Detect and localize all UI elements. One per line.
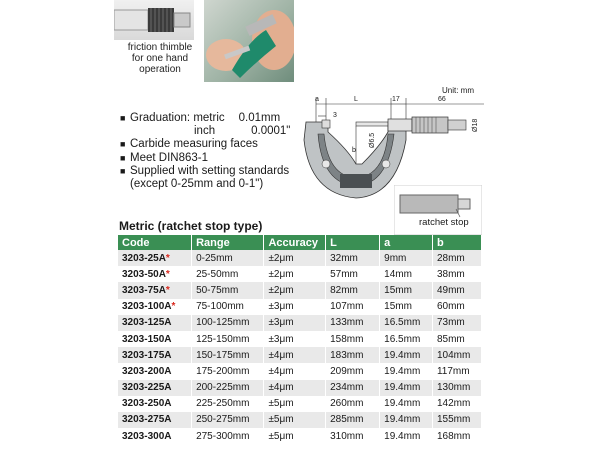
- cell-l: 310mm: [326, 428, 380, 444]
- cell-b: 60mm: [432, 299, 481, 315]
- dim-17: 17: [392, 96, 400, 103]
- cell-a: 19.4mm: [380, 347, 433, 363]
- table-row: [118, 315, 482, 331]
- hand-operation-photo: [204, 0, 294, 82]
- cell-l: 82mm: [326, 282, 380, 298]
- spec-note: (except 0-25mm and 0-1"): [130, 178, 264, 191]
- table-title: Metric (ratchet stop type): [119, 219, 263, 233]
- cell-l: 234mm: [326, 380, 380, 396]
- table-row: [118, 250, 482, 266]
- cell-range: 25-50mm: [192, 266, 264, 282]
- table-header-row: [118, 235, 482, 250]
- spec-item: ■ Supplied with setting standards: [120, 164, 290, 177]
- cell-accuracy: ±2μm: [264, 250, 326, 266]
- specifications-list: [120, 112, 290, 191]
- cell-code: 3203-25A*: [118, 250, 192, 266]
- cell-code: 3203-250A: [118, 396, 192, 412]
- dim-l: L: [354, 96, 358, 103]
- cell-range: 75-100mm: [192, 299, 264, 315]
- cell-b: 38mm: [432, 266, 481, 282]
- unit-label: Unit: mm: [442, 86, 474, 95]
- cell-code: 3203-100A*: [118, 299, 192, 315]
- spec-graduation-metric: ■ Graduation: metric 0.01mm: [120, 112, 281, 124]
- friction-thimble-image: [114, 0, 194, 40]
- cell-range: 225-250mm: [192, 396, 264, 412]
- cell-a: 9mm: [380, 250, 433, 266]
- cell-range: 100-125mm: [192, 315, 264, 331]
- cell-l: 260mm: [326, 396, 380, 412]
- dim-phi-18: Ø18: [472, 118, 479, 132]
- cell-a: 19.4mm: [380, 363, 433, 379]
- ratchet-stop-label: ratchet stop: [419, 217, 469, 228]
- dim-66: 66: [438, 96, 446, 103]
- cell-a: 16.5mm: [380, 315, 433, 331]
- cell-accuracy: ±2μm: [264, 266, 326, 282]
- table-row: [118, 266, 482, 282]
- table-row: [118, 380, 482, 396]
- cell-code: 3203-275A: [118, 412, 192, 428]
- cell-b: 28mm: [432, 250, 481, 266]
- col-header-l: L: [326, 235, 380, 250]
- cell-l: 57mm: [326, 266, 380, 282]
- cell-b: 142mm: [432, 396, 481, 412]
- cell-l: 209mm: [326, 363, 380, 379]
- cell-accuracy: ±3μm: [264, 315, 326, 331]
- dim-3: 3: [333, 112, 337, 119]
- table-row: [118, 331, 482, 347]
- col-header-a: a: [380, 235, 433, 250]
- cell-accuracy: ±5μm: [264, 396, 326, 412]
- table-row: [118, 299, 482, 315]
- bullet-icon: ■: [120, 165, 126, 176]
- bullet-icon: ■: [120, 113, 126, 123]
- specifications-table: [118, 235, 482, 444]
- cell-range: 275-300mm: [192, 428, 264, 444]
- cell-l: 133mm: [326, 315, 380, 331]
- cell-a: 19.4mm: [380, 396, 433, 412]
- thimble-caption: friction thimble for one hand operation: [127, 42, 193, 75]
- cell-code: 3203-75A*: [118, 282, 192, 298]
- cell-b: 104mm: [432, 347, 481, 363]
- cell-a: 16.5mm: [380, 331, 433, 347]
- cell-l: 32mm: [326, 250, 380, 266]
- col-header-range: Range: [192, 235, 264, 250]
- cell-code: 3203-300A: [118, 428, 192, 444]
- col-header-accuracy: Accuracy: [264, 235, 326, 250]
- cell-b: 117mm: [432, 363, 481, 379]
- cell-accuracy: ±4μm: [264, 380, 326, 396]
- cell-range: 150-175mm: [192, 347, 264, 363]
- cell-code: 3203-225A: [118, 380, 192, 396]
- cell-accuracy: ±4μm: [264, 347, 326, 363]
- cell-b: 168mm: [432, 428, 481, 444]
- col-header-code: Code: [118, 235, 192, 250]
- cell-l: 183mm: [326, 347, 380, 363]
- table-row: [118, 412, 482, 428]
- cell-code: 3203-200A: [118, 363, 192, 379]
- col-header-b: b: [432, 235, 481, 250]
- cell-range: 250-275mm: [192, 412, 264, 428]
- bullet-icon: ■: [120, 139, 126, 150]
- cell-accuracy: ±4μm: [264, 363, 326, 379]
- cell-range: 125-150mm: [192, 331, 264, 347]
- cell-code: 3203-50A*: [118, 266, 192, 282]
- cell-range: 50-75mm: [192, 282, 264, 298]
- cell-range: 175-200mm: [192, 363, 264, 379]
- cell-a: 19.4mm: [380, 412, 433, 428]
- cell-b: 73mm: [432, 315, 481, 331]
- cell-accuracy: ±5μm: [264, 428, 326, 444]
- spec-item: ■ Carbide measuring faces: [120, 138, 258, 151]
- spec-graduation-inch: inch 0.0001": [194, 125, 291, 138]
- dim-a: a: [315, 96, 319, 103]
- table-row: [118, 347, 482, 363]
- cell-accuracy: ±2μm: [264, 282, 326, 298]
- cell-code: 3203-125A: [118, 315, 192, 331]
- cell-accuracy: ±3μm: [264, 331, 326, 347]
- cell-range: 0-25mm: [192, 250, 264, 266]
- cell-accuracy: ±5μm: [264, 412, 326, 428]
- table-row: [118, 363, 482, 379]
- cell-l: 107mm: [326, 299, 380, 315]
- spec-item: ■ Meet DIN863-1: [120, 151, 208, 164]
- table-row: [118, 396, 482, 412]
- cell-range: 200-225mm: [192, 380, 264, 396]
- table-row: [118, 428, 482, 444]
- cell-a: 15mm: [380, 299, 433, 315]
- cell-b: 85mm: [432, 331, 481, 347]
- dim-b: b: [352, 147, 356, 154]
- cell-b: 49mm: [432, 282, 481, 298]
- cell-code: 3203-150A: [118, 331, 192, 347]
- cell-a: 14mm: [380, 266, 433, 282]
- cell-b: 155mm: [432, 412, 481, 428]
- bullet-icon: ■: [120, 152, 126, 163]
- cell-l: 285mm: [326, 412, 380, 428]
- dim-phi-6-5: Ø6.5: [369, 132, 376, 148]
- cell-a: 19.4mm: [380, 380, 433, 396]
- cell-a: 19.4mm: [380, 428, 433, 444]
- cell-code: 3203-175A: [118, 347, 192, 363]
- cell-b: 130mm: [432, 380, 481, 396]
- cell-a: 15mm: [380, 282, 433, 298]
- cell-l: 158mm: [326, 331, 380, 347]
- table-row: [118, 282, 482, 298]
- cell-accuracy: ±3μm: [264, 299, 326, 315]
